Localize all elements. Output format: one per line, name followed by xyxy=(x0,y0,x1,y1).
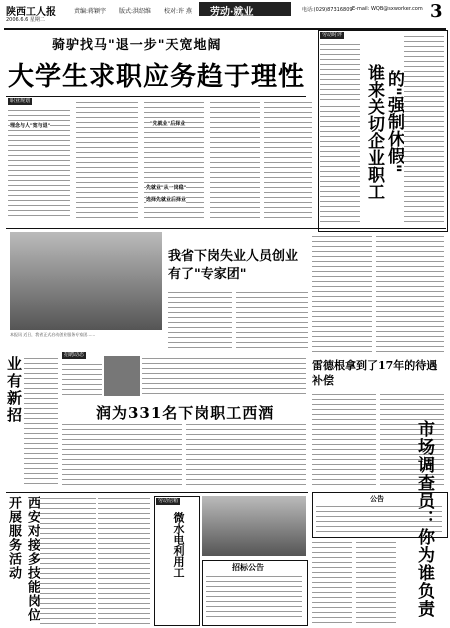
xian-col-1 xyxy=(40,496,96,624)
mid-rule xyxy=(6,228,446,229)
lead-rule xyxy=(6,96,306,97)
mailbox-tag: 劳动信箱 xyxy=(158,498,179,504)
contact-email: E-mail: WQB@sxworker.com xyxy=(352,6,423,12)
masthead xyxy=(4,2,446,30)
lower-rule xyxy=(6,492,308,493)
lead-subhead-2: "先就业"后择业 xyxy=(150,121,186,127)
hire-col-2 xyxy=(142,356,306,396)
notice-title-2: 公告 xyxy=(370,494,384,503)
market-col-1 xyxy=(312,540,352,624)
lead-col-5 xyxy=(264,100,312,220)
lead-kicker: 骑驴找马"退一步"天宽地阔 xyxy=(52,38,222,53)
left-vertical-headline: 业有新招 xyxy=(5,356,23,424)
commentary-headline: 谁来关切企业职工 xyxy=(364,64,384,200)
editor-credit: 责编:蒋颖宇 xyxy=(74,8,107,15)
group-headline: 我省下岗失业人员创业有了"专家团" xyxy=(168,249,299,282)
conference-photo xyxy=(202,496,306,556)
notice-title: 招标公告 xyxy=(232,562,264,572)
lead-subhead-3: 先就业"从一岗稳" xyxy=(146,185,187,191)
lead-col-2 xyxy=(76,100,138,220)
hire-photo xyxy=(104,356,140,396)
hire-col-1 xyxy=(62,362,102,398)
section-title: 劳动·就业 xyxy=(210,7,254,18)
issue-date: 2006.6.6 星期二 xyxy=(6,17,45,23)
lead-col-4 xyxy=(210,100,260,220)
commentary-tag: 劳动时评 xyxy=(322,32,343,38)
commentary-headline-2: 的"强制休假" xyxy=(384,70,404,173)
lead-subhead-1: 理念与人"宽与退" xyxy=(10,123,51,129)
group-col-1 xyxy=(168,290,232,350)
group-col-3 xyxy=(312,234,372,354)
commentary-col-2 xyxy=(320,104,360,224)
page-number: 3 xyxy=(430,1,443,22)
commentary-col-3 xyxy=(404,34,444,224)
meeting-photo xyxy=(10,232,162,330)
proof-credit: 校对:许 燕 xyxy=(164,8,192,15)
xian-col-2 xyxy=(98,496,150,624)
group-col-2 xyxy=(236,290,308,350)
designer-credit: 版式:洪绍维 xyxy=(119,8,152,15)
lead-tag: 职业规划 xyxy=(10,98,31,104)
hire-col-3 xyxy=(62,422,182,488)
xian-headline: 西安对接多技能岗位开展服务活动 xyxy=(6,496,40,622)
redder-headline: 雷德根拿到了17年的待遇补偿 xyxy=(312,359,438,387)
group-col-4 xyxy=(376,234,444,354)
lead-subhead-4: 选择先就业后择业 xyxy=(146,197,187,203)
left-vertical-col xyxy=(24,356,58,486)
hire-headline: 润为331名下岗职工西酒 xyxy=(96,404,275,422)
market-headline: 市场调查员：你为谁负责 xyxy=(414,420,434,618)
hire-tag: 招聘动态 xyxy=(64,352,85,358)
meeting-photo-caption: 本报讯 近日，我省正式启动创业服务专家团…… xyxy=(10,332,96,337)
paper-name: 陕西工人报 xyxy=(6,7,56,18)
hire-col-4 xyxy=(186,422,306,488)
contact-phone: 电话:(029)87316809 xyxy=(302,7,353,13)
lead-headline: 大学生求职应务趋于理性 xyxy=(8,62,306,92)
market-col-2 xyxy=(356,540,396,624)
mailbox-headline: 微水电利用工 xyxy=(172,512,185,578)
redder-col-1 xyxy=(312,392,376,488)
commentary-col-1 xyxy=(320,42,360,102)
notice-body xyxy=(206,574,302,620)
